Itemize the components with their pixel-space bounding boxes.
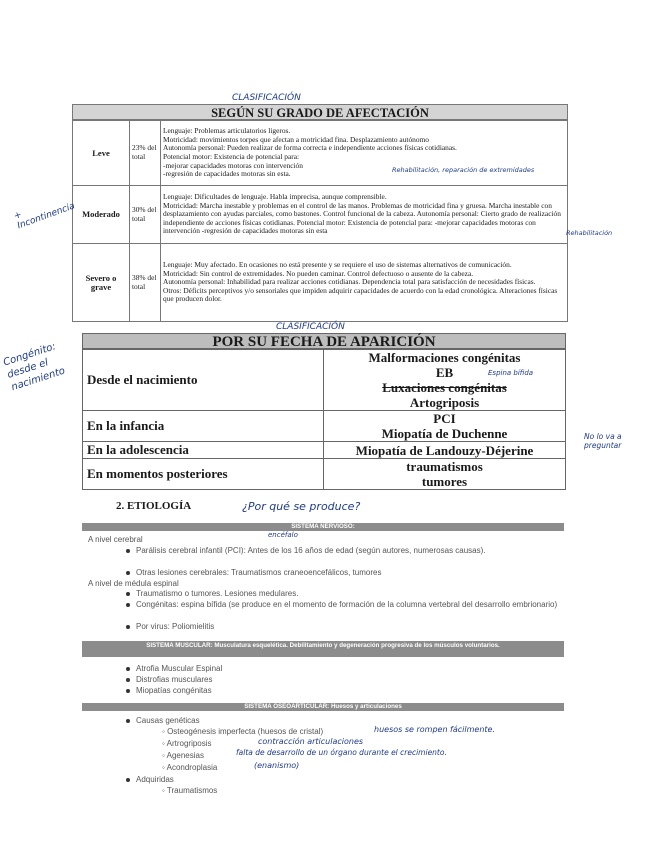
- table-row: [83, 411, 566, 442]
- desc-line: Lenguaje: Dificultades de lenguaje. Habla imprecisa, aunque comprensible.: [163, 192, 387, 202]
- row-value: [324, 411, 566, 442]
- affectation-table: [72, 120, 568, 322]
- row-key: En la infancia: [83, 411, 324, 442]
- handnote-porque: ¿Por qué se produce?: [242, 500, 361, 513]
- etiology-line: ◦ Acondroplasia: [162, 763, 218, 772]
- etiology-line: Miopatías congénitas: [126, 686, 212, 695]
- row-value: [324, 459, 566, 490]
- value-line: Miopatía de Duchenne: [381, 426, 508, 441]
- handnote-eb: Espina bífida: [488, 369, 534, 377]
- row-key: En la adolescencia: [83, 442, 324, 459]
- handnote-contraccion: contracción articulaciones: [258, 737, 364, 746]
- table-row: [83, 459, 566, 490]
- table-row: [73, 121, 568, 186]
- desc-line: Motricidad: movimientos torpes que afectan a motricidad fina. Desplazamiento autónomo: [163, 134, 429, 144]
- section-heading: 2. ETIOLOGÍA: [116, 500, 192, 512]
- row-key: Desde el nacimiento: [83, 350, 324, 411]
- etiology-line: Por virus: Poliomielitis: [126, 622, 214, 631]
- percent-cell: 38% del total: [130, 244, 161, 322]
- handnote-congenito: Congénito: desde el nacimiento: [2, 341, 67, 394]
- level-cell: Severo o grave: [73, 244, 130, 322]
- percent-cell: 30% del total: [130, 186, 161, 244]
- table-row: [73, 186, 568, 244]
- bar-sistema-muscular: SISTEMA MUSCULAR: Musculatura esquelética. Debilitamiento y degeneración progresiva de los músculos voluntarios.: [82, 641, 564, 657]
- etiology-line: Atrofia Muscular Espinal: [126, 664, 222, 673]
- etiology-line: ◦ Osteogénesis imperfecta (huesos de cristal): [162, 727, 324, 736]
- table-row: [73, 244, 568, 322]
- desc-line: -regresión de capacidades motoras sin esta.: [163, 169, 291, 179]
- value-line: EB: [435, 365, 454, 380]
- percent-cell: 23% del total: [130, 121, 161, 186]
- desc-line: Potencial motor: Existencia de potencial para:: [163, 152, 300, 161]
- desc-line: -mejorar capacidades motoras con intervención: [163, 160, 303, 170]
- bar-sistema-oseoarticular: SISTEMA OSEOARTICULAR: Huesos y articulaciones: [82, 703, 564, 711]
- value-line: Miopatía de Landouzy-Déjerine: [355, 442, 534, 458]
- etiology-line: Traumatismo o tumores. Lesiones medulares.: [126, 589, 298, 598]
- description-cell: [161, 244, 568, 322]
- etiology-line: A nivel cerebral: [88, 535, 143, 544]
- desc-line: Autonomía personal: Pueden realizar de forma correcta e independiente acciones físicas cotidianas.: [163, 143, 457, 153]
- row-key: En momentos posteriores: [83, 459, 324, 490]
- handnote-encefalo: encéfalo: [268, 531, 298, 539]
- bar-sistema-nervioso: SISTEMA NERVIOSO:: [82, 523, 564, 531]
- row-value: [324, 442, 566, 459]
- handnote-agenesia: falta de desarrollo de un órgano durante el crecimiento.: [236, 748, 447, 757]
- value-line: PCI: [433, 411, 456, 426]
- etiology-line: Adquiridas: [126, 775, 174, 784]
- handnote-clasificacion-mid: CLASIFICACIÓN: [276, 322, 345, 332]
- handnote-huesos: huesos se rompen fácilmente.: [374, 725, 496, 734]
- etiology-line: ◦ Traumatismos: [162, 786, 218, 795]
- etiology-line: Parálisis cerebral infantil (PCI): Antes de los 16 años de edad (según autores, numerosas causas).: [126, 546, 566, 555]
- desc-line: Lenguaje: Muy afectado. En ocasiones no está presente y se requiere el uso de sistemas alternativos de comunicación.: [163, 260, 512, 270]
- desc-line: Lenguaje: Problemas articulatorios ligeros.: [163, 126, 291, 136]
- row-value: [324, 350, 566, 411]
- desc-line: Motricidad: Sin control de extremidades. No pueden caminar. Control defectuoso o ausente de la cabeza.: [163, 268, 474, 278]
- table2-title: POR SU FECHA DE APARICIÓN: [82, 333, 566, 349]
- table-row: [83, 442, 566, 459]
- value-line: Artogriposis: [409, 395, 480, 410]
- handnote-no-pregunta: No lo va a preguntar: [584, 432, 622, 450]
- level-cell: Moderado: [73, 186, 130, 244]
- value-line: Luxaciones congénitas: [382, 380, 507, 395]
- value-line: Malformaciones congénitas: [368, 350, 521, 365]
- desc-line: Otros: Déficits perceptivos y/o sensoriales que impiden adquirir capacidades de acuerdo con la edad cronológica. Alteraciones físicas que producen dolor.: [163, 285, 558, 304]
- handnote-incontinencia: + Incontinencia: [12, 201, 77, 232]
- etiology-line: Congénitas: espina bífida (se produce en el momento de formación de la columna vertebral del desarrollo embrionario): [126, 600, 566, 609]
- desc-line: Motricidad: Marcha inestable y problemas en el control de las manos. Problemas de motricidad fina y gruesa. Marcha inestable con desplazamiento con ayudas parciales, como bastones. Control funcional de la cabeza. Autonomía personal: Cierto grado de realización independiente de acciones físicas cotidianas. Potencial motor: Existencia de potencial para: -mejorar capacidades motoras con intervención -regresión de capacidades motoras sin esta: [163, 200, 561, 236]
- handnote-rehab-mod: Rehabilitación: [566, 229, 613, 237]
- table1-title: SEGÚN SU GRADO DE AFECTACIÓN: [72, 104, 568, 120]
- etiology-line: Causas genéticas: [126, 716, 200, 725]
- value-line: traumatismos: [406, 459, 483, 474]
- etiology-line: Otras lesiones cerebrales: Traumatismos craneoencefálicos, tumores: [126, 568, 381, 577]
- handnote-enanismo: (enanismo): [254, 761, 300, 770]
- level-cell: Leve: [73, 121, 130, 186]
- value-line: tumores: [421, 474, 468, 489]
- handnote-rehab-leve: Rehabilitación, reparación de extremidades: [392, 166, 535, 174]
- description-cell: [161, 186, 568, 244]
- table-row: [83, 350, 566, 411]
- etiology-line: Distrofias musculares: [126, 675, 212, 684]
- etiology-line: ◦ Agenesias: [162, 751, 204, 760]
- handnote-clasificacion-top: CLASIFICACIÓN: [232, 93, 301, 103]
- description-cell: [161, 121, 568, 186]
- etiology-line: ◦ Artrogriposis: [162, 739, 212, 748]
- etiology-line: A nivel de médula espinal: [88, 579, 179, 588]
- desc-line: Autonomía personal: Inhabilidad para realizar acciones cotidianas. Dependencia total para satisfacción de necesidades físicas.: [163, 277, 536, 287]
